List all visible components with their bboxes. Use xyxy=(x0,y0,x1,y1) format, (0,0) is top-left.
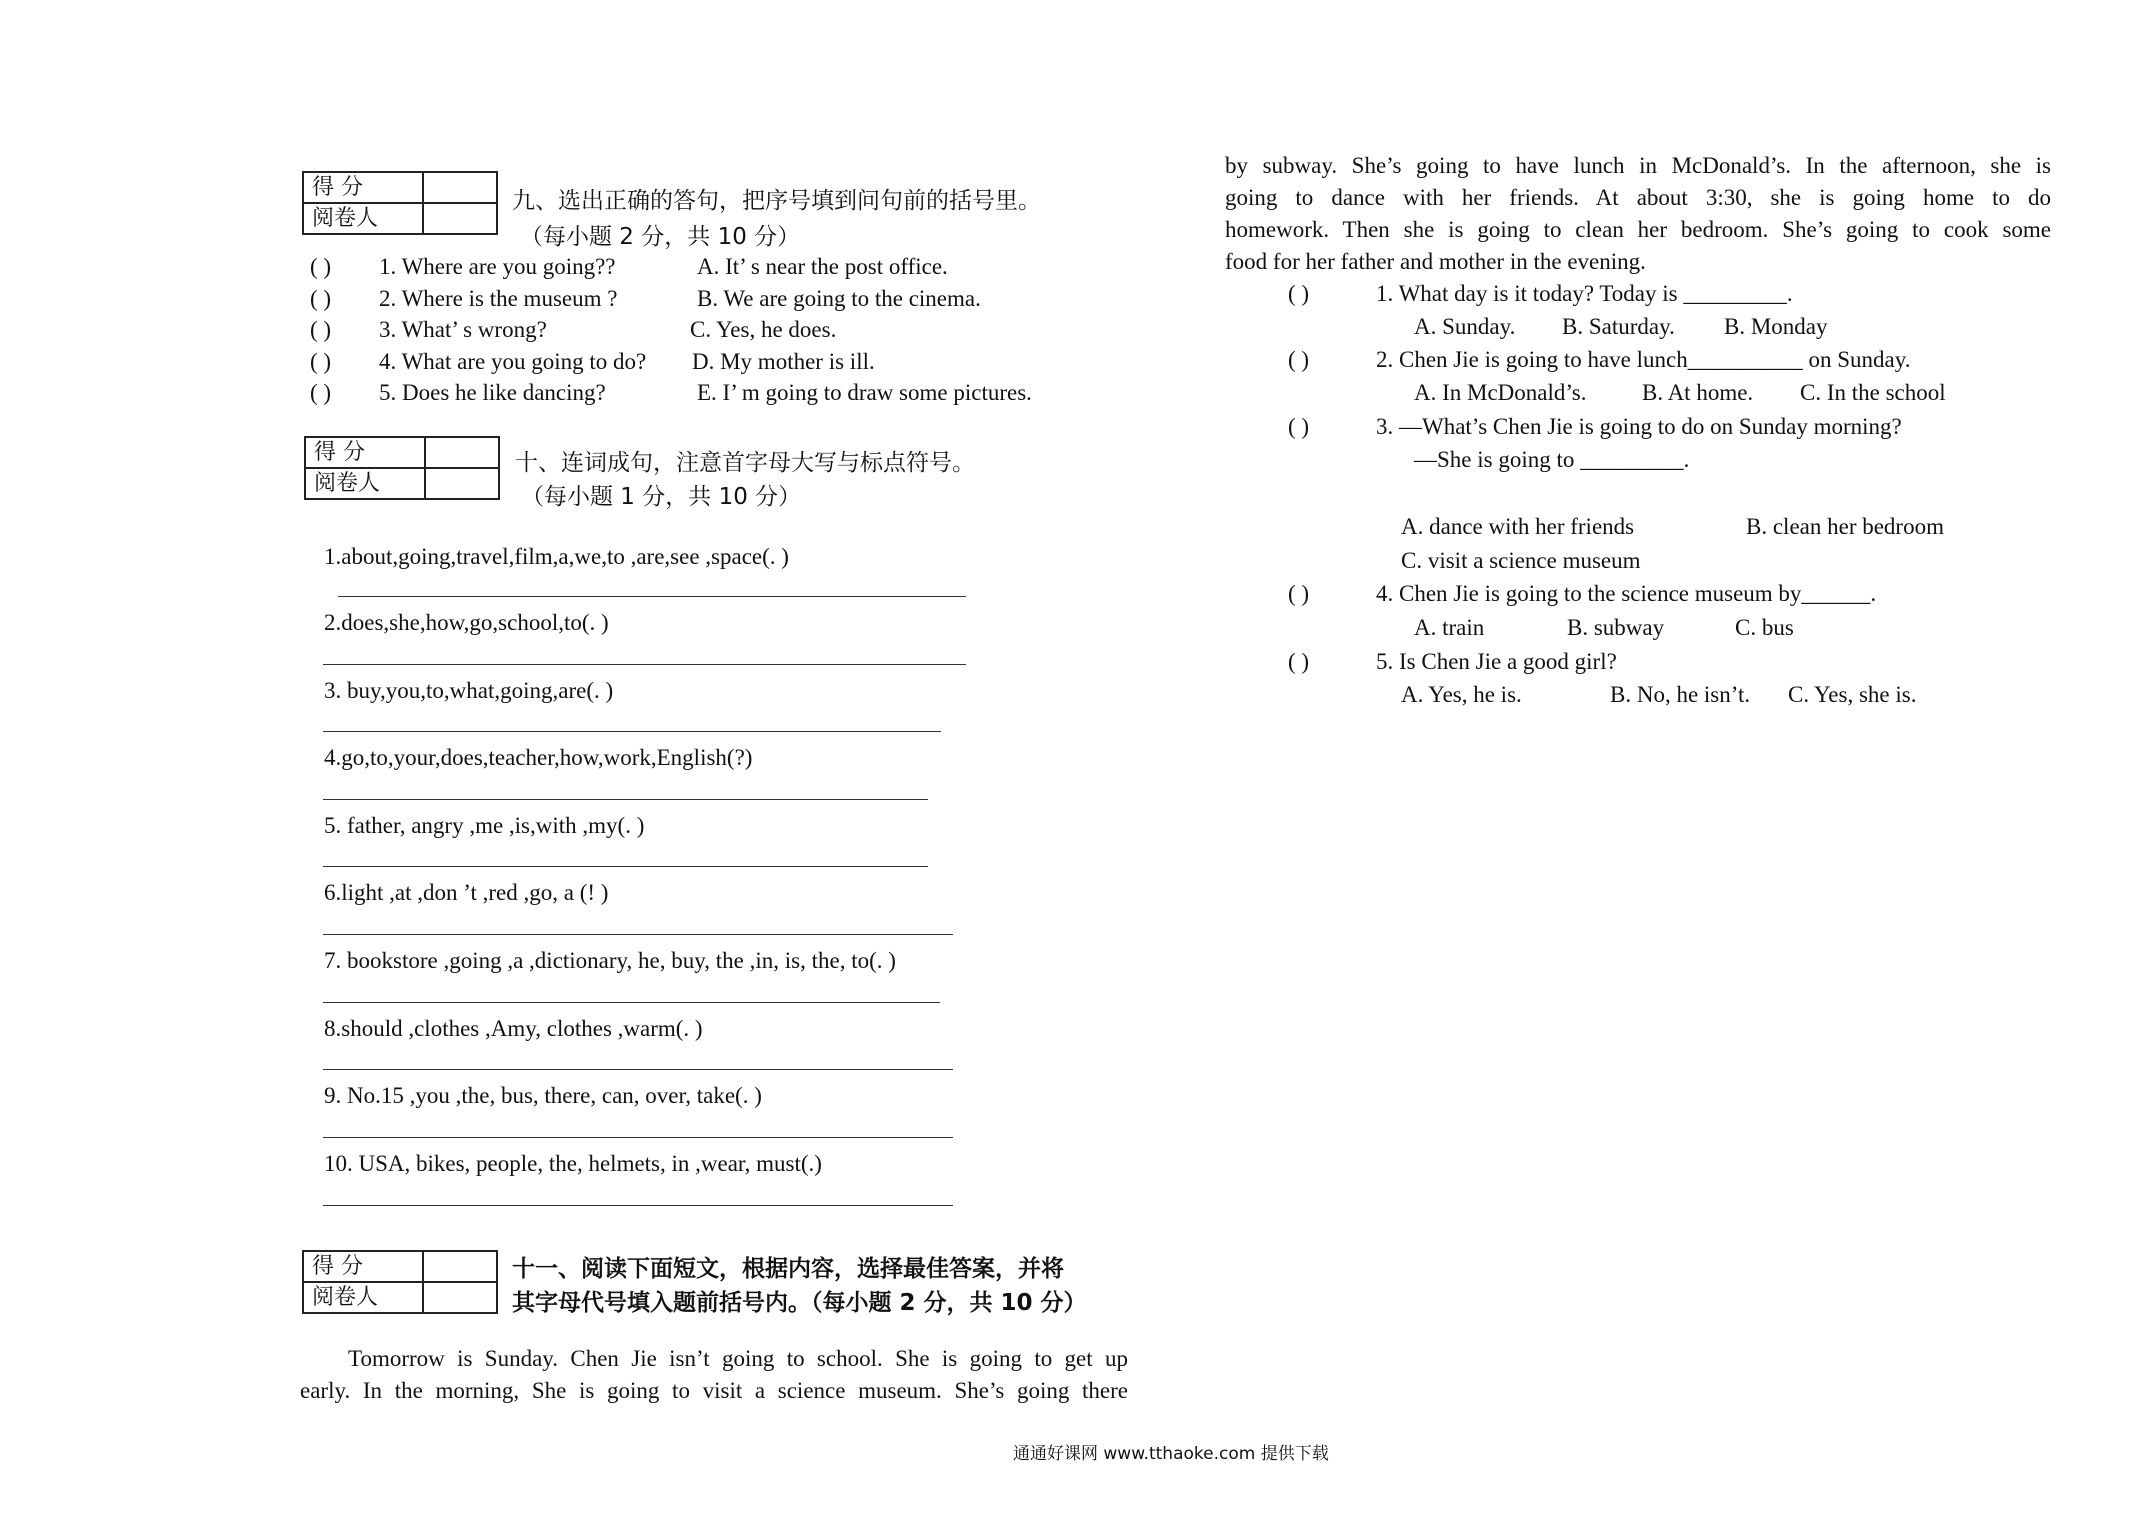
option-text: B. No, he isn’t. xyxy=(1610,682,1751,707)
section11-title-line2: 其字母代号填入题前括号内。（每小题 2 分，共 10 分） xyxy=(512,1290,1087,1316)
question-text: 4. What are you going to do? xyxy=(379,349,647,374)
reorder-item: 4.go,to,your,does,teacher,how,work,English(?) xyxy=(324,745,753,770)
option-text: C. Yes, she is. xyxy=(1788,682,1917,707)
grader-label: 阅卷人 xyxy=(303,203,423,234)
question-text: 1. What day is it today? Today is _________. xyxy=(1376,281,1793,306)
reorder-item: 5. father, angry ,me ,is,with ,my(. ) xyxy=(324,813,645,838)
answer-line[interactable] xyxy=(323,1137,953,1138)
passage-line: by subway. She’s going to have lunch in McDonald’s. In the afternoon, she is xyxy=(1225,153,2051,178)
answer-line[interactable] xyxy=(323,934,953,935)
section9-note: （每小题 2 分，共 10 分） xyxy=(520,224,801,250)
answer-bracket[interactable]: ( ) xyxy=(1288,347,1310,372)
answer-bracket[interactable]: ( ) xyxy=(1288,281,1310,306)
answer-line[interactable] xyxy=(323,731,941,732)
answer-bracket[interactable]: ( ) xyxy=(310,349,332,374)
passage-line: food for her father and mother in the evening. xyxy=(1225,249,1646,274)
answer-line[interactable] xyxy=(323,799,928,800)
option-text: C. In the school xyxy=(1800,380,1946,405)
option-text: B. clean her bedroom xyxy=(1746,514,1944,539)
reorder-item: 10. USA, bikes, people, the, helmets, in ,wear, must(.) xyxy=(324,1151,822,1176)
answer-option: D. My mother is ill. xyxy=(692,349,875,374)
passage-line: early. In the morning, She is going to visit a science museum. She’s going there xyxy=(300,1378,1128,1403)
option-text: C. bus xyxy=(1735,615,1794,640)
score-label: 得 分 xyxy=(305,437,425,468)
question-text: 5. Does he like dancing? xyxy=(379,380,606,405)
answer-option: E. I’ m going to draw some pictures. xyxy=(697,380,1032,405)
answer-bracket[interactable]: ( ) xyxy=(1288,414,1310,439)
option-text: B. At home. xyxy=(1642,380,1754,405)
question-text: 2. Where is the museum ? xyxy=(379,286,618,311)
score-label: 得 分 xyxy=(303,1251,423,1282)
answer-bracket[interactable]: ( ) xyxy=(310,380,332,405)
reorder-item: 7. bookstore ,going ,a ,dictionary, he, buy, the ,in, is, the, to(. ) xyxy=(324,948,896,973)
answer-option: C. Yes, he does. xyxy=(690,317,837,342)
answer-bracket[interactable]: ( ) xyxy=(310,317,332,342)
section9-title: 九、选出正确的答句，把序号填到问句前的括号里。 xyxy=(512,188,1041,214)
score-box-section11 xyxy=(302,1250,498,1314)
answer-line[interactable] xyxy=(323,1205,953,1206)
reorder-item: 1.about,going,travel,film,a,we,to ,are,see ,space(. ) xyxy=(324,544,789,569)
option-text: A. Yes, he is. xyxy=(1401,682,1522,707)
reorder-item: 9. No.15 ,you ,the, bus, there, can, over, take(. ) xyxy=(324,1083,762,1108)
option-text: B. Saturday. xyxy=(1562,314,1675,339)
answer-bracket[interactable]: ( ) xyxy=(310,254,332,279)
score-value-cell[interactable] xyxy=(423,1251,497,1282)
answer-option: A. It’ s near the post office. xyxy=(697,254,948,279)
reorder-item: 2.does,she,how,go,school,to(. ) xyxy=(324,610,609,635)
question-text: 2. Chen Jie is going to have lunch__________ on Sunday. xyxy=(1376,347,1911,372)
option-text: A. Sunday. xyxy=(1414,314,1516,339)
grader-value-cell[interactable] xyxy=(423,1282,497,1313)
grader-label: 阅卷人 xyxy=(303,1282,423,1313)
score-label: 得 分 xyxy=(303,172,423,203)
passage-line: going to dance with her friends. At about 3:30, she is going home to do xyxy=(1225,185,2051,210)
passage-line: Tomorrow is Sunday. Chen Jie isn’t going to school. She is going to get up xyxy=(348,1346,1128,1371)
reorder-item: 6.light ,at ,don ’t ,red ,go, a (! ) xyxy=(324,880,609,905)
section10-title: 十、连词成句，注意首字母大写与标点符号。 xyxy=(515,450,975,476)
reorder-item: 3. buy,you,to,what,going,are(. ) xyxy=(324,678,614,703)
question-text: 1. Where are you going?? xyxy=(379,254,616,279)
answer-line[interactable] xyxy=(323,866,928,867)
grader-value-cell[interactable] xyxy=(425,468,499,499)
option-text: A. train xyxy=(1414,615,1485,640)
score-value-cell[interactable] xyxy=(423,172,497,203)
question-text: 4. Chen Jie is going to the science museum by______. xyxy=(1376,581,1877,606)
question-text-line2: —She is going to _________. xyxy=(1414,447,1690,472)
question-text: 3. —What’s Chen Jie is going to do on Sunday morning? xyxy=(1376,414,1902,439)
answer-line[interactable] xyxy=(323,1002,940,1003)
question-text: 3. What’ s wrong? xyxy=(379,317,547,342)
answer-bracket[interactable]: ( ) xyxy=(1288,581,1310,606)
answer-bracket[interactable]: ( ) xyxy=(1288,649,1310,674)
answer-line[interactable] xyxy=(323,1069,953,1070)
question-text: 5. Is Chen Jie a good girl? xyxy=(1376,649,1617,674)
option-text: B. subway xyxy=(1567,615,1665,640)
section10-note: （每小题 1 分，共 10 分） xyxy=(521,484,802,510)
footer-credit: 通通好课网 www.tthaoke.com 提供下载 xyxy=(1013,1444,1329,1464)
option-text: A. dance with her friends xyxy=(1401,514,1635,539)
answer-line[interactable] xyxy=(323,664,966,665)
score-value-cell[interactable] xyxy=(425,437,499,468)
answer-option: B. We are going to the cinema. xyxy=(697,286,981,311)
option-text: A. In McDonald’s. xyxy=(1414,380,1587,405)
section11-title-line1: 十一、阅读下面短文，根据内容，选择最佳答案，并将 xyxy=(512,1256,1064,1282)
answer-bracket[interactable]: ( ) xyxy=(310,286,332,311)
grader-label: 阅卷人 xyxy=(305,468,425,499)
score-box-section10 xyxy=(304,436,500,500)
score-box-section9 xyxy=(302,171,498,235)
option-text: B. Monday xyxy=(1724,314,1828,339)
option-text: C. visit a science museum xyxy=(1401,548,1641,573)
passage-line: homework. Then she is going to clean her bedroom. She’s going to cook some xyxy=(1225,217,2051,242)
reorder-item: 8.should ,clothes ,Amy, clothes ,warm(. ) xyxy=(324,1016,703,1041)
grader-value-cell[interactable] xyxy=(423,203,497,234)
answer-line[interactable] xyxy=(338,596,966,597)
